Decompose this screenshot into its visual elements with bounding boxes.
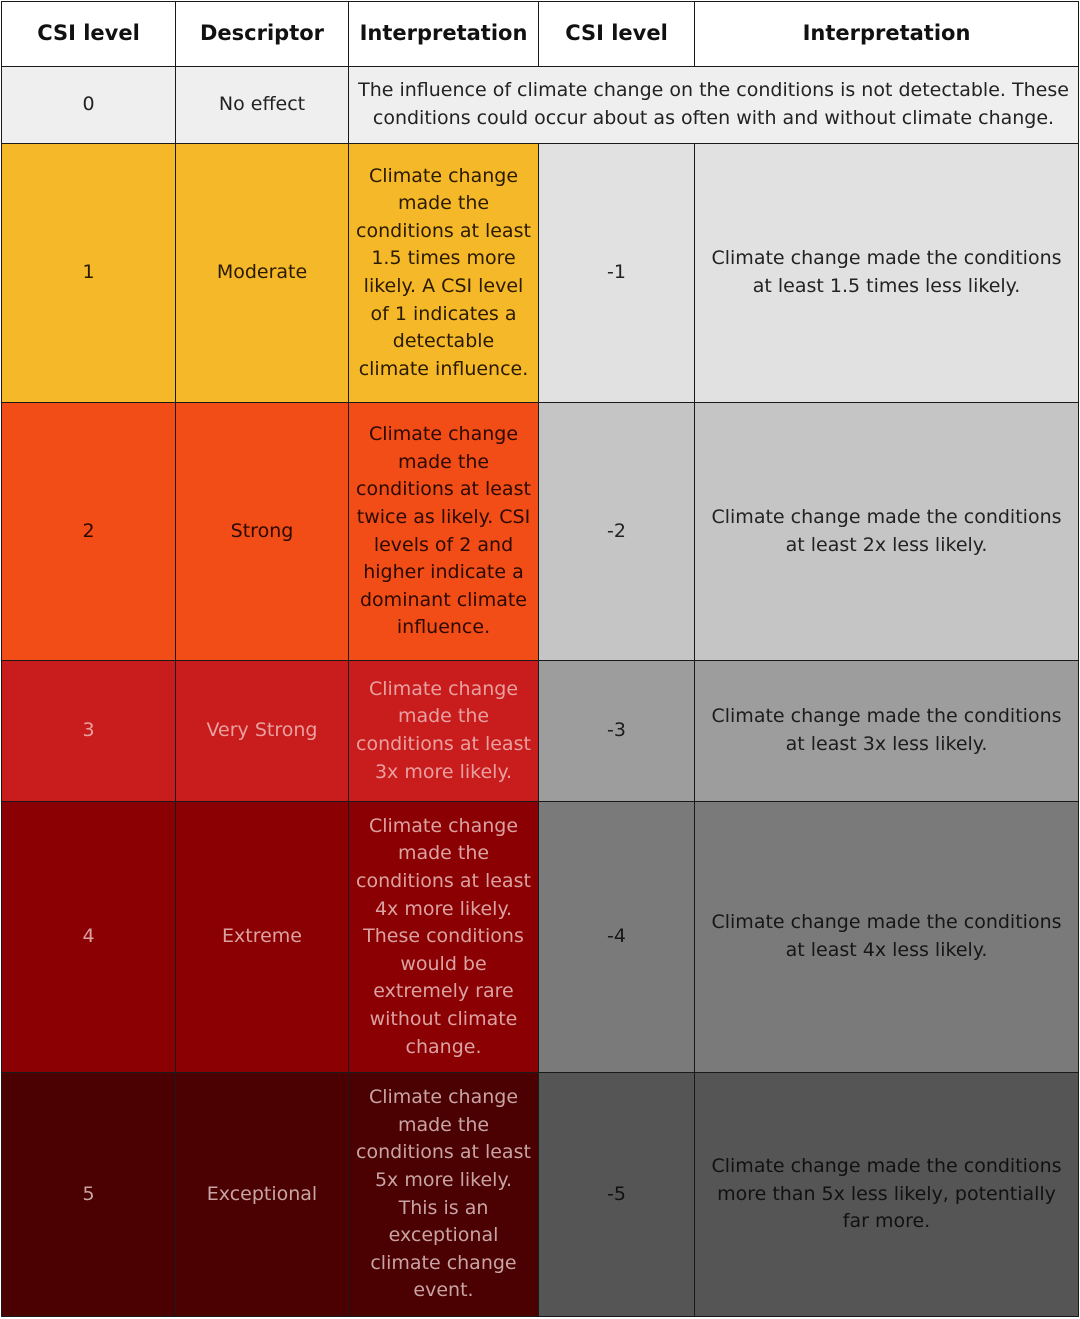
- header-descriptor: Descriptor: [176, 2, 349, 67]
- table-row-level-3: [2, 661, 1079, 802]
- table-row-level-2: [2, 403, 1079, 661]
- negative-csi-level-cell: -2: [539, 403, 695, 661]
- negative-interpretation-cell: Climate change made the conditions at least 3x less likely.: [695, 661, 1079, 802]
- csi-level-cell: 3: [2, 661, 176, 802]
- interpretation-cell: Climate change made the conditions at least twice as likely. CSI levels of 2 and higher indicate a dominant climate influence.: [349, 403, 539, 661]
- interpretation-cell: Climate change made the conditions at least 5x more likely. This is an exceptional climate change event.: [349, 1073, 539, 1317]
- descriptor-cell: Moderate: [176, 144, 349, 403]
- csi-table-container: [1, 1, 1078, 1316]
- table-row-level-1: [2, 144, 1079, 403]
- interpretation-cell: Climate change made the conditions at least 4x more likely. These conditions would be extremely rare without climate change.: [349, 802, 539, 1073]
- header-interpretation-negative: Interpretation: [695, 2, 1079, 67]
- csi-level-cell: 1: [2, 144, 176, 403]
- csi-level-cell: 4: [2, 802, 176, 1073]
- header-csi-level-negative: CSI level: [539, 2, 695, 67]
- descriptor-cell: Extreme: [176, 802, 349, 1073]
- table-header-row: [2, 2, 1079, 67]
- table-row-level-5: [2, 1073, 1079, 1317]
- header-interpretation: Interpretation: [349, 2, 539, 67]
- interpretation-cell: Climate change made the conditions at least 3x more likely.: [349, 661, 539, 802]
- csi-level-cell: 2: [2, 403, 176, 661]
- negative-csi-level-cell: -5: [539, 1073, 695, 1317]
- csi-levels-table: [1, 1, 1079, 1317]
- table-row-level-0: [2, 67, 1079, 144]
- csi-level-cell: 0: [2, 67, 176, 144]
- interpretation-cell: Climate change made the conditions at least 1.5 times more likely. A CSI level of 1 indicates a detectable climate influence.: [349, 144, 539, 403]
- negative-csi-level-cell: -3: [539, 661, 695, 802]
- descriptor-cell: No effect: [176, 67, 349, 144]
- header-csi-level: CSI level: [2, 2, 176, 67]
- descriptor-cell: Exceptional: [176, 1073, 349, 1317]
- interpretation-cell: The influence of climate change on the conditions is not detectable. These conditions could occur about as often with and without climate change.: [349, 67, 1079, 144]
- csi-level-cell: 5: [2, 1073, 176, 1317]
- negative-interpretation-cell: Climate change made the conditions at least 4x less likely.: [695, 802, 1079, 1073]
- negative-interpretation-cell: Climate change made the conditions at least 1.5 times less likely.: [695, 144, 1079, 403]
- descriptor-cell: Strong: [176, 403, 349, 661]
- negative-interpretation-cell: Climate change made the conditions at least 2x less likely.: [695, 403, 1079, 661]
- negative-csi-level-cell: -1: [539, 144, 695, 403]
- descriptor-cell: Very Strong: [176, 661, 349, 802]
- negative-csi-level-cell: -4: [539, 802, 695, 1073]
- negative-interpretation-cell: Climate change made the conditions more than 5x less likely, potentially far more.: [695, 1073, 1079, 1317]
- table-row-level-4: [2, 802, 1079, 1073]
